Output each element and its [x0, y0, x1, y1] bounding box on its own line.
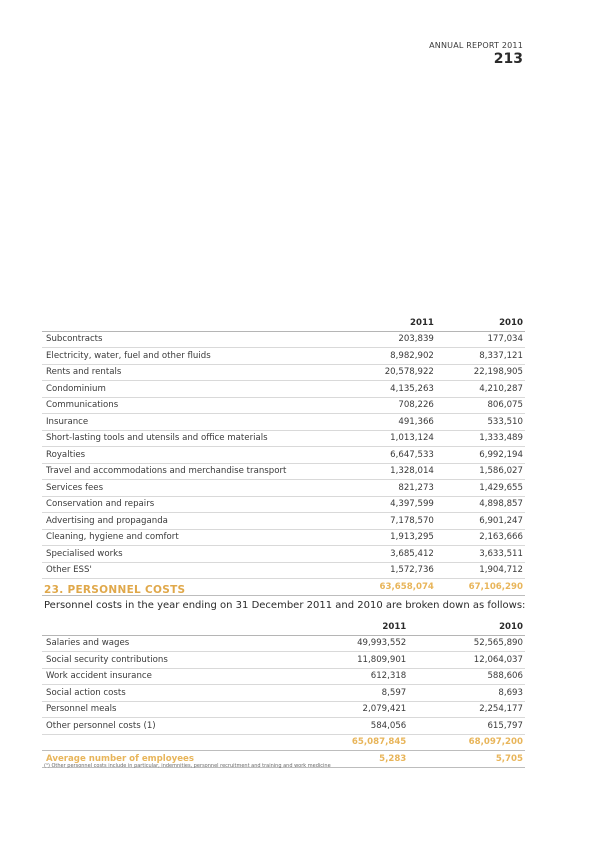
value-2010: 1,429,655: [436, 480, 525, 497]
row-label: Short-lasting tools and utensils and office materials: [42, 430, 347, 447]
table-row: [42, 414, 525, 431]
value-2010: 1,904,712: [436, 562, 525, 579]
footnote: (¹) Other personnel costs include in particular, indemnities, personnel recruitment and training and work medicine: [44, 763, 331, 769]
value-2010: 22,198,905: [436, 364, 525, 381]
row-label: Communications: [42, 397, 347, 414]
page-number: 213: [493, 51, 523, 67]
value-2010: 67,106,290: [436, 579, 525, 596]
row-label: Travel and accommodations and merchandise transport: [42, 463, 347, 480]
value-2010: 8,337,121: [436, 348, 525, 365]
value-2011: 5,283: [292, 751, 409, 768]
value-2010: 8,693: [408, 685, 525, 702]
row-label: Rents and rentals: [42, 364, 347, 381]
external-supplies-table: [42, 315, 525, 596]
row-label: Average number of employees: [42, 751, 292, 768]
value-2011: 4,135,263: [347, 381, 436, 398]
row-label: Advertising and propaganda: [42, 513, 347, 530]
value-2011: 4,397,599: [347, 496, 436, 513]
report-title: ANNUAL REPORT 2011: [429, 41, 523, 50]
table-header-row: [42, 315, 525, 331]
value-2010: 3,633,511: [436, 546, 525, 563]
year-2011-header: 2011: [347, 315, 436, 331]
row-label: Cleaning, hygiene and comfort: [42, 529, 347, 546]
value-2011: 612,318: [292, 668, 409, 685]
row-label: Condominium: [42, 381, 347, 398]
row-label: Other personnel costs (1): [42, 718, 292, 735]
value-2011: 584,056: [292, 718, 409, 735]
table-row: [42, 430, 525, 447]
table-row: [42, 635, 525, 652]
section-intro: Personnel costs in the year ending on 31 December 2011 and 2010 are broken down as follows:: [44, 600, 526, 611]
table-row: [42, 513, 525, 530]
value-2011: 1,913,295: [347, 529, 436, 546]
row-label: Specialised works: [42, 546, 347, 563]
value-2010: 2,163,666: [436, 529, 525, 546]
table-row: [42, 562, 525, 579]
value-2011: 8,597: [292, 685, 409, 702]
row-label: Services fees: [42, 480, 347, 497]
value-2011: 491,366: [347, 414, 436, 431]
row-label: Conservation and repairs: [42, 496, 347, 513]
table-row: [42, 397, 525, 414]
year-2010-header: 2010: [408, 619, 525, 635]
value-2011: 1,328,014: [347, 463, 436, 480]
value-2010: 4,898,857: [436, 496, 525, 513]
value-2010: 1,333,489: [436, 430, 525, 447]
value-2010: 533,510: [436, 414, 525, 431]
table-row: [42, 447, 525, 464]
table-row: [42, 668, 525, 685]
table-row: [42, 381, 525, 398]
total-row: [42, 734, 525, 751]
table-header-row: [42, 619, 525, 635]
row-label: Subcontracts: [42, 331, 347, 348]
value-2010: 68,097,200: [408, 734, 525, 751]
label-column-header: [42, 315, 347, 331]
value-2010: 5,705: [408, 751, 525, 768]
row-label: Salaries and wages: [42, 635, 292, 652]
value-2011: 20,578,922: [347, 364, 436, 381]
value-2010: 52,565,890: [408, 635, 525, 652]
table-row: [42, 718, 525, 735]
personnel-costs-table: [42, 619, 525, 768]
table-row: [42, 546, 525, 563]
value-2010: 588,606: [408, 668, 525, 685]
value-2010: 177,034: [436, 331, 525, 348]
row-label: Social security contributions: [42, 652, 292, 669]
table-row: [42, 348, 525, 365]
value-2011: 1,013,124: [347, 430, 436, 447]
value-2011: 708,226: [347, 397, 436, 414]
table-row: [42, 364, 525, 381]
row-label: Royalties: [42, 447, 347, 464]
row-label: [42, 734, 292, 751]
value-2011: 11,809,901: [292, 652, 409, 669]
value-2011: 63,658,074: [347, 579, 436, 596]
table-row: [42, 480, 525, 497]
value-2010: 12,064,037: [408, 652, 525, 669]
table-row: [42, 463, 525, 480]
row-label: Insurance: [42, 414, 347, 431]
year-2011-header: 2011: [292, 619, 409, 635]
value-2011: 2,079,421: [292, 701, 409, 718]
value-2010: 6,992,194: [436, 447, 525, 464]
value-2011: 203,839: [347, 331, 436, 348]
value-2011: 6,647,533: [347, 447, 436, 464]
value-2010: 2,254,177: [408, 701, 525, 718]
page-header: [429, 41, 523, 67]
value-2010: 615,797: [408, 718, 525, 735]
row-label: Work accident insurance: [42, 668, 292, 685]
table-row: [42, 685, 525, 702]
label-column-header: [42, 619, 292, 635]
section-title: 23. PERSONNEL COSTS: [44, 584, 186, 596]
year-2010-header: 2010: [436, 315, 525, 331]
table-row: [42, 331, 525, 348]
value-2011: 49,993,552: [292, 635, 409, 652]
table-row: [42, 529, 525, 546]
table-row: [42, 652, 525, 669]
row-label: Other ESS': [42, 562, 347, 579]
value-2011: 3,685,412: [347, 546, 436, 563]
value-2011: 8,982,902: [347, 348, 436, 365]
row-label: Social action costs: [42, 685, 292, 702]
value-2010: 1,586,027: [436, 463, 525, 480]
value-2011: 7,178,570: [347, 513, 436, 530]
row-label: Personnel meals: [42, 701, 292, 718]
table-row: [42, 701, 525, 718]
value-2010: 4,210,287: [436, 381, 525, 398]
row-label: Electricity, water, fuel and other fluids: [42, 348, 347, 365]
value-2011: 821,273: [347, 480, 436, 497]
value-2011: 65,087,845: [292, 734, 409, 751]
value-2010: 806,075: [436, 397, 525, 414]
value-2010: 6,901,247: [436, 513, 525, 530]
table-row: [42, 496, 525, 513]
value-2011: 1,572,736: [347, 562, 436, 579]
